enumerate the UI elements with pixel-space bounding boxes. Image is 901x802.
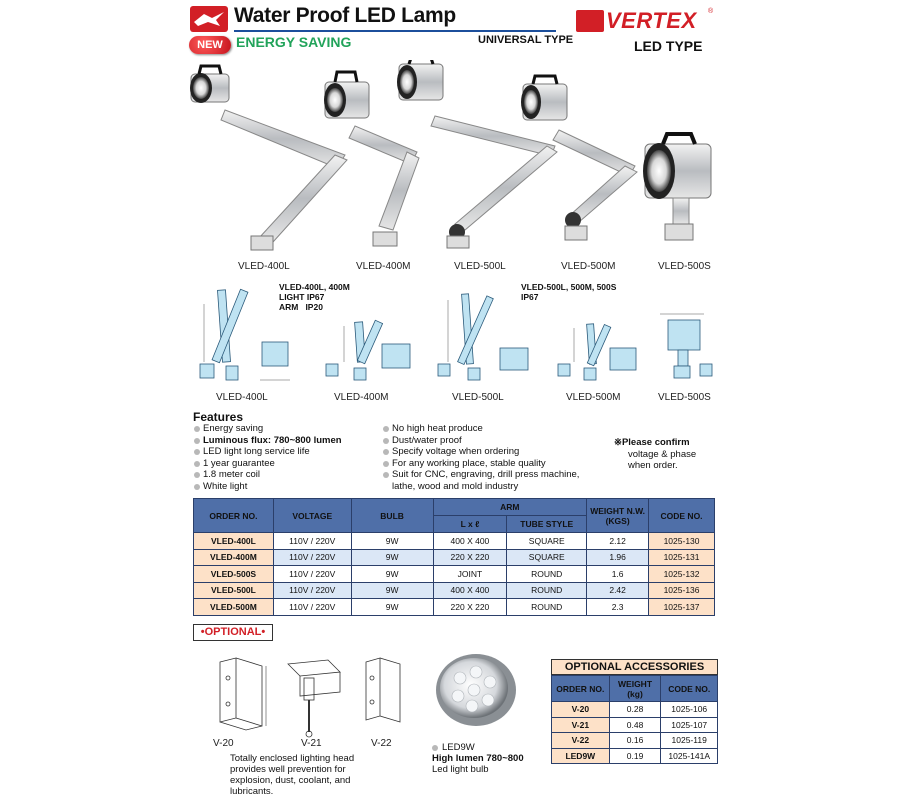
cell-arm-size: 220 X 220 [433, 599, 507, 616]
feature-item: Specify voltage when ordering [382, 446, 579, 458]
led-bulb-image [430, 650, 522, 732]
cell-order: VLED-500M [194, 599, 274, 616]
led9w-label [432, 742, 524, 753]
bracket-label: V-20 [213, 738, 234, 749]
cell-voltage: 110V / 220V [273, 599, 351, 616]
brand-eagle-icon [576, 10, 604, 32]
cell-bulb: 9W [351, 582, 433, 599]
photo-label: VLED-400L [238, 261, 290, 272]
acc-cell-code: 1025-141A [661, 748, 718, 764]
acc-cell-weight: 0.16 [609, 733, 661, 749]
acc-cell-order: V-20 [552, 702, 610, 718]
photo-vled-400l [190, 66, 347, 250]
drawing-label: VLED-500S [658, 392, 711, 403]
acc-cell-code: 1025-106 [661, 702, 718, 718]
drawing-label: VLED-400M [334, 392, 389, 403]
acc-header-order: ORDER NO. [552, 676, 610, 702]
order-note [614, 437, 696, 472]
feature-item: Dust/water proof [382, 435, 579, 447]
acc-cell-code: 1025-119 [661, 733, 718, 749]
feature-item: Suit for CNC, engraving, drill press machine, [382, 469, 579, 481]
features-list-1 [193, 423, 342, 492]
acc-cell-order: V-21 [552, 717, 610, 733]
header-code-no: CODE NO. [649, 499, 715, 533]
photo-label: VLED-400M [356, 261, 411, 272]
feature-item: White light [193, 481, 342, 493]
desc-line: lubricants. [230, 786, 274, 797]
note-line: ※Please confirm [614, 437, 690, 448]
note-line: voltage & phase [628, 448, 697, 460]
acc-cell-weight: 0.19 [609, 748, 661, 764]
cell-arm-size: 220 X 220 [433, 549, 507, 566]
bracket-label: V-21 [301, 738, 322, 749]
title-underline [234, 30, 556, 32]
product-spec-table [193, 498, 715, 616]
table-row [194, 566, 715, 583]
cell-bulb: 9W [351, 599, 433, 616]
cell-voltage: 110V / 220V [273, 533, 351, 550]
cell-tube: SQUARE [507, 533, 587, 550]
cell-code: 1025-132 [649, 566, 715, 583]
drawing-label: VLED-500L [452, 392, 504, 403]
energy-saving-subtitle: ENERGY SAVING [236, 34, 352, 50]
brand-logo [576, 8, 712, 34]
cell-arm-size: 400 X 400 [433, 582, 507, 599]
note-line: when order. [628, 460, 678, 471]
feature-item: LED light long service life [193, 446, 342, 458]
cell-tube: SQUARE [507, 549, 587, 566]
acc-cell-order: LED9W [552, 748, 610, 764]
desc-line: provides well prevention for [230, 764, 346, 775]
feature-item: Luminous flux: 780~800 lumen [193, 435, 342, 447]
cell-weight: 1.6 [587, 566, 649, 583]
table-row [552, 733, 718, 749]
drawing-label: VLED-500M [566, 392, 621, 403]
cell-weight: 2.3 [587, 599, 649, 616]
cell-tube: ROUND [507, 582, 587, 599]
table-row [552, 717, 718, 733]
bracket-description [230, 753, 354, 797]
cell-arm-size: 400 X 400 [433, 533, 507, 550]
photo-label: VLED-500L [454, 261, 506, 272]
cell-code: 1025-136 [649, 582, 715, 599]
table-row [194, 599, 715, 616]
spec-line: ARM IP20 [279, 302, 323, 312]
led9w-lumen: High lumen 780~800 [432, 753, 524, 764]
acc-cell-code: 1025-107 [661, 717, 718, 733]
new-badge: NEW [189, 36, 231, 54]
acc-cell-order: V-22 [552, 733, 610, 749]
cell-voltage: 110V / 220V [273, 566, 351, 583]
cell-weight: 1.96 [587, 549, 649, 566]
header-bulb: BULB [351, 499, 433, 533]
feature-item: For any working place, stable quality [382, 458, 579, 470]
spec-line: LIGHT IP67 [279, 292, 325, 302]
header-order-no: ORDER NO. [194, 499, 274, 533]
photo-vled-500s [643, 134, 711, 240]
cell-code: 1025-131 [649, 549, 715, 566]
led9w-block [432, 742, 524, 775]
features-list-2 [382, 423, 579, 492]
header-weight: WEIGHT N.W.(KGS) [587, 499, 649, 533]
cell-bulb: 9W [351, 549, 433, 566]
page-title: Water Proof LED Lamp [234, 4, 456, 27]
led9w-desc: Led light bulb [432, 764, 489, 775]
drawing-label: VLED-400L [216, 392, 268, 403]
bracket-drawings [200, 648, 410, 738]
cell-voltage: 110V / 220V [273, 582, 351, 599]
photo-label: VLED-500M [561, 261, 616, 272]
header-arm-size: L x ℓ [433, 516, 507, 533]
led-type-label: LED TYPE [634, 38, 703, 54]
photo-label: VLED-500S [658, 261, 711, 272]
acc-cell-weight: 0.28 [609, 702, 661, 718]
cell-bulb: 9W [351, 566, 433, 583]
cell-tube: ROUND [507, 566, 587, 583]
cell-order: VLED-500S [194, 566, 274, 583]
feature-item: Energy saving [193, 423, 342, 435]
led9w-name: LED9W [442, 742, 475, 753]
brand-name: VERTEX [606, 8, 697, 33]
cell-voltage: 110V / 220V [273, 549, 351, 566]
acc-header-weight: WEIGHT (kg) [609, 676, 661, 702]
acc-header-code: CODE NO. [661, 676, 718, 702]
spec-line: VLED-400L, 400M [279, 282, 350, 292]
features-title: Features [193, 410, 244, 424]
header-tube-style: TUBE STYLE [507, 516, 587, 533]
cell-arm-size: JOINT [433, 566, 507, 583]
table-row [194, 549, 715, 566]
cell-tube: ROUND [507, 599, 587, 616]
cell-order: VLED-400L [194, 533, 274, 550]
cell-code: 1025-130 [649, 533, 715, 550]
cell-bulb: 9W [351, 533, 433, 550]
table-row [194, 582, 715, 599]
cell-order: VLED-400M [194, 549, 274, 566]
bracket-label: V-22 [371, 738, 392, 749]
bullet-dot-icon [432, 745, 438, 751]
technical-drawings [190, 284, 720, 392]
feature-item: 1 year guarantee [193, 458, 342, 470]
desc-line: explosion, dust, coolant, and [230, 775, 351, 786]
feature-item: No high heat produce [382, 423, 579, 435]
cell-order: VLED-500L [194, 582, 274, 599]
acc-cell-weight: 0.48 [609, 717, 661, 733]
desc-line: Totally enclosed lighting head [230, 753, 355, 764]
header-voltage: VOLTAGE [273, 499, 351, 533]
accessories-title: OPTIONAL ACCESSORIES [551, 659, 718, 675]
optional-heading: •OPTIONAL• [193, 624, 273, 641]
spec-line: VLED-500L, 500M, 500S [521, 282, 617, 292]
header-arm: ARM [433, 499, 587, 516]
universal-type-label: UNIVERSAL TYPE [478, 34, 574, 46]
cell-code: 1025-137 [649, 599, 715, 616]
cell-weight: 2.42 [587, 582, 649, 599]
table-row [552, 748, 718, 764]
table-row [552, 702, 718, 718]
brand-registered-mark: ® [708, 8, 714, 15]
feature-item: 1.8 meter coil [193, 469, 342, 481]
feature-item-continued: lathe, wood and mold industry [392, 480, 519, 492]
table-row [194, 533, 715, 550]
product-photo-row [185, 60, 725, 260]
accessories-table [551, 675, 718, 764]
eagle-logo-icon [190, 6, 228, 32]
cell-weight: 2.12 [587, 533, 649, 550]
spec-line: IP67 [521, 292, 539, 302]
